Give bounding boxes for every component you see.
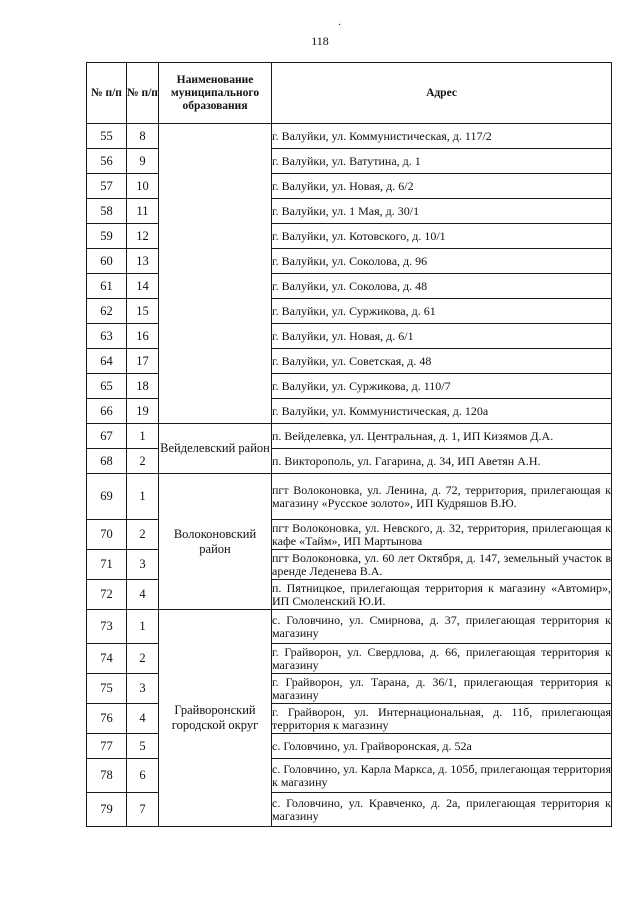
address-cell: г. Грайворон, ул. Интернациональная, д. 11б, прилегающая территория к магазину [272,704,611,732]
row-local-number: 14 [127,274,159,299]
municipality-cell [159,124,272,424]
municipality-volokonovsky: Волоконовский район [159,474,272,610]
address-cell: с. Головчино, ул. Кравченко, д. 2а, прилегающая территория к магазину [272,793,612,827]
table-row [87,610,612,644]
row-local-number: 12 [127,224,159,249]
row-local-number: 9 [127,149,159,174]
row-number: 58 [87,199,127,224]
page-number: 118 [311,34,329,48]
header-number-overall: № п/п [87,63,127,124]
address-cell: г. Валуйки, ул. Соколова, д. 96 [272,249,612,274]
row-number: 72 [87,580,127,610]
row-number: 79 [87,793,127,827]
address-cell: г. Грайворон, ул. Свердлова, д. 66, прилегающая территория к магазину [272,644,611,672]
row-local-number: 18 [127,374,159,399]
row-number: 67 [87,424,127,449]
row-local-number: 17 [127,349,159,374]
row-local-number: 2 [127,449,159,474]
row-number: 78 [87,759,127,793]
row-number: 55 [87,124,127,149]
row-local-number: 1 [127,474,159,520]
address-cell: пгт Волоконовка, ул. Ленина, д. 72, территория, прилегающая к магазину «Русское золото», ИП Кудряшов В.Ю. [272,474,612,520]
address-cell: п. Пятницкое, прилегающая территория к магазину «Автомир», ИП Смоленский Ю.И. [272,580,611,608]
row-number: 77 [87,734,127,759]
address-cell: пгт Волоконовка, ул. 60 лет Октября, д. 147, земельный участок в аренде Леденева В.А. [272,550,611,578]
row-number: 57 [87,174,127,199]
row-local-number: 4 [127,580,159,610]
address-cell: г. Валуйки, ул. Суржикова, д. 110/7 [272,374,612,399]
row-number: 65 [87,374,127,399]
address-cell: г. Валуйки, ул. Котовского, д. 10/1 [272,224,612,249]
row-number: 73 [87,610,127,644]
row-local-number: 10 [127,174,159,199]
row-number: 68 [87,449,127,474]
table-row [87,124,612,149]
address-cell: г. Валуйки, ул. Новая, д. 6/1 [272,324,612,349]
row-local-number: 3 [127,550,159,580]
row-number: 63 [87,324,127,349]
row-local-number: 3 [127,674,159,704]
row-local-number: 13 [127,249,159,274]
row-local-number: 6 [127,759,159,793]
address-cell: с. Головчино, ул. Смирнова, д. 37, прилегающая территория к магазину [272,610,612,644]
row-number: 75 [87,674,127,704]
row-number: 69 [87,474,127,520]
row-number: 70 [87,520,127,550]
header-number-local: № п/п [127,63,159,124]
table-row [87,424,612,449]
row-local-number: 15 [127,299,159,324]
row-local-number: 8 [127,124,159,149]
address-cell: п. Викторополь, ул. Гагарина, д. 34, ИП Аветян А.Н. [272,449,612,474]
row-local-number: 2 [127,520,159,550]
address-cell: г. Валуйки, ул. Соколова, д. 48 [272,274,612,299]
address-cell: г. Валуйки, ул. 1 Мая, д. 30/1 [272,199,612,224]
row-number: 64 [87,349,127,374]
address-cell: г. Валуйки, ул. Новая, д. 6/2 [272,174,612,199]
row-number: 66 [87,399,127,424]
address-cell: г. Валуйки, ул. Коммунистическая, д. 117/2 [272,124,612,149]
address-cell: г. Валуйки, ул. Советская, д. 48 [272,349,612,374]
address-cell: г. Валуйки, ул. Коммунистическая, д. 120а [272,399,612,424]
header-municipality: Наименование муниципального образования [159,63,272,124]
row-number: 56 [87,149,127,174]
row-number: 71 [87,550,127,580]
table-row [87,474,612,520]
row-local-number: 1 [127,610,159,644]
address-cell: г. Валуйки, ул. Суржикова, д. 61 [272,299,612,324]
addresses-table [86,62,612,827]
row-number: 61 [87,274,127,299]
row-local-number: 19 [127,399,159,424]
page-mark: · [338,20,342,31]
address-cell: п. Вейделевка, ул. Центральная, д. 1, ИП Кизямов Д.А. [272,424,612,449]
row-number: 76 [87,704,127,734]
address-cell: пгт Волоконовка, ул. Невского, д. 32, территория, прилегающая к кафе «Тайм», ИП Мартынова [272,520,611,548]
address-cell: г. Грайворон, ул. Тарана, д. 36/1, прилегающая территория к магазину [272,674,611,702]
row-local-number: 4 [127,704,159,734]
row-number: 74 [87,644,127,674]
row-local-number: 7 [127,793,159,827]
row-number: 60 [87,249,127,274]
row-number: 62 [87,299,127,324]
row-local-number: 11 [127,199,159,224]
row-local-number: 16 [127,324,159,349]
address-cell: с. Головчино, ул. Карла Маркса, д. 105б, прилегающая территория к магазину [272,759,612,793]
municipality-veydelevsky: Вейделевский район [159,424,272,474]
header-address: Адрес [272,63,612,124]
municipality-grayvoronsky: Грайворонский городской округ [159,610,272,827]
row-number: 59 [87,224,127,249]
address-cell: с. Головчино, ул. Грайворонская, д. 52а [272,734,612,759]
table-header-row [87,63,612,124]
row-local-number: 5 [127,734,159,759]
row-local-number: 1 [127,424,159,449]
address-cell: г. Валуйки, ул. Ватутина, д. 1 [272,149,612,174]
row-local-number: 2 [127,644,159,674]
